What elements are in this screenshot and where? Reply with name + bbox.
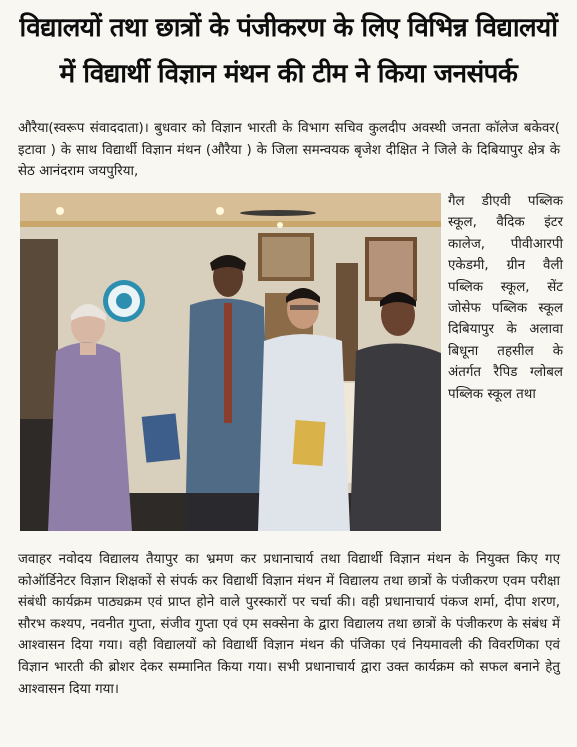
headline-line-2: में विद्यार्थी विज्ञान मंथन की टीम ने किया जनसंपर्क <box>59 59 518 89</box>
article-intro: औरैया(स्वरूप संवाददाता)। बुधवार को विज्ञान भारती के विभाग सचिव कुलदीप अवस्थी जनता कॉलेज बकेवर( इटावा ) के साथ विद्यार्थी विज्ञान मंथन (औरैया ) के जिला समन्वयक बृजेश दीक्षित ने जिले के दिबियापुर क्षेत्र के सेठ आनंदराम जयपुरिया, <box>18 121 560 180</box>
news-photo <box>20 193 441 531</box>
article-body: जवाहर नवोदय विद्यालय तैयापुर का भ्रमण कर प्रधानाचार्य तथा विद्यार्थी विज्ञान मंथन के नियुक्त किए गए कोऑर्डिनेटर विज्ञान शिक्षकों से संपर्क कर विद्यार्थी विज्ञान मंथन में विद्यालय तथा छात्रों के पंजीकरण एवम परीक्षा संबंधी कार्यक्रम पाठ्यक्रम एवं प्राप्त होने वाले पुरस्कारों पर चर्चा की। वही प्रधानाचार्य पंकज शर्मा, दीपा शरण, सौरभ कश्यप, नवनीत गुप्ता, संजीव गुप्ता एवं एम सक्सेना के द्वारा विद्यालय तथा छात्रों के पंजीकरण के संबंध में आश्वासन दिया गया। वही विद्यालयों को विद्यार्थी विज्ञान मंथन की पंजिका एवं नियमावली की विवरणिका एवं विज्ञान भारती की ब्रोशर देकर सम्मानित किया गया। सभी प्रधानाचार्य द्वारा उक्त कार्यक्रम को सफल बनाने हेतु आश्वासन दिया गया। <box>18 552 560 697</box>
headline-line-1: विद्यालयों तथा छात्रों के पंजीकरण के लिए विभिन्न विद्यालयों <box>19 13 558 43</box>
article-side-column: गैल डीएवी पब्लिक स्कूल, वैदिक इंटर कालेज, पीवीआरपी एकेडमी, ग्रीन वैली पब्लिक स्कूल, सेंट जोसेफ पब्लिक स्कूल दिबियापुर के अलावा बिधूना तहसील के अंतर्गत रैपिड ग्लोबल पब्लिक स्कूल तथा <box>448 194 563 402</box>
photo-illustration <box>20 193 441 531</box>
